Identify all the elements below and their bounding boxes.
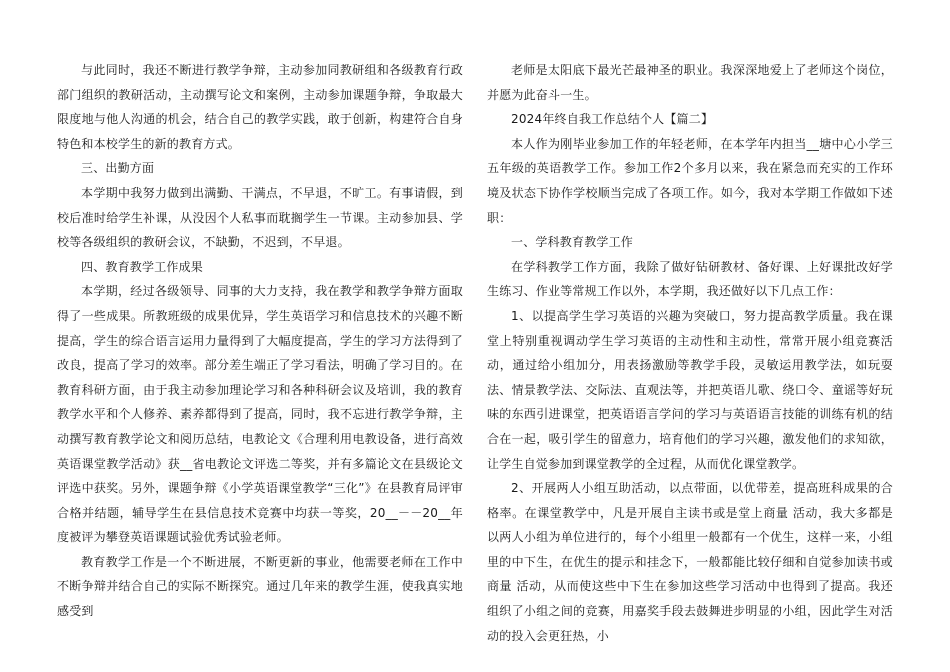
paragraph-achievements: 本学期，经过各级领导、同事的大力支持，我在教学和教学争辩方面取得了一些成果。所教班级的成果优异，学生英语学习和信息技术的兴趣不断提高，学生的综合语言运用力量得到了大幅度提高，学生的学习方法得到了改良，提高了学习的效率。部分差生端正了学习看法，明确了学习目的。在教育科研方面，由于我主动参加理论学习和各种科研会议及培训，我的教育教学水平和个人修养、素养都得到了提高，同时，我不忘进行教学争辩，主动撰写教育教学论文和阅历总结，电教论文《合理利用电教设备，进行高效英语课堂教学活动》获__省电教论文评选二等奖，并有多篇论文在县级论文评选中获奖。另外，课题争辩《小学英语课堂教学“三化”》在县教育局评审合格并结题，辅导学生在县信息技术竞赛中均获一等奖，20__－－20__年度被评为攀登英语课题试验优秀试验老师。 xyxy=(57,284,463,545)
paragraph-item-pair-groups: 2、开展两人小组互助活动，以点带面，以优带差，提高班科成果的合格率。在课堂教学中，凡是开展自主读书或是堂上商量 活动，我大多都是以两人小组为单位进行的，每个小组里一般都有一个优生，这样一来，小组里的中下生，在优生的提示和挂念下，一般都能比较仔细和自觉参加读书或商量 活动，从而使这些中下生在参加这些学习活动中也得到了提高。我还组织了小组之间的竞赛，用嘉奖手段去鼓舞进步明显的小组，因此学生对活动的投入会更狂热，小 xyxy=(487,481,893,643)
section-title-part-two: 2024年终自我工作总结个人【篇二】 xyxy=(511,112,714,127)
heading-subject-teaching: 一、学科教育教学工作 xyxy=(511,235,634,250)
paragraph-attendance: 本学期中我努力做到出满勤、干满点，不早退，不旷工。有事请假，到校后准时给学生补课，从没因个人私事而耽搁学生一节课。主动参加县、学校等各级组织的教研会议，不缺勤，不迟到，不早退。 xyxy=(57,185,463,250)
paragraph-teacher-career: 老师是太阳底下最光芒最神圣的职业。我深深地爱上了老师这个岗位，并愿为此奋斗一生。 xyxy=(487,63,893,102)
left-column xyxy=(57,58,463,624)
paragraph-item-interest: 1、以提高学生学习英语的兴趣为突破口，努力提高教学质量。我在课堂上特别重视调动学生学习英语的主动性和主动性，常常开展小组竞赛活动，通过给小组加分，用表扬激励等教学手段，灵敏运用教学法，如玩耍法、情景教学法、交际法、直观法等，并把英语儿歌、绕口令、童谣等好玩味的东西引进课堂，把英语语言学问的学习与英语语言技能的训练有机的结合在一起，吸引学生的留意力，培育他们的学习兴趣，激发他们的求知欲，让学生自觉参加到课堂教学的全过程，从而优化课堂教学。 xyxy=(487,308,893,471)
right-column xyxy=(487,58,893,648)
paragraph-ongoing-work: 教育教学工作是一个不断进展，不断更新的事业，他需要老师在工作中不断争辩并结合自己的实际不断探究。通过几年来的教学生涯，使我真实地感受到 xyxy=(57,554,463,619)
heading-attendance: 三、出勤方面 xyxy=(81,161,155,176)
heading-achievements: 四、教育教学工作成果 xyxy=(81,259,204,274)
paragraph-introduction: 本人作为刚毕业参加工作的年轻老师，在本学年内担当__塘中心小学三五年级的英语教学工作。参加工作2个多月以来，我在紧急而充实的工作环境及状态下协作学校顺当完成了各项工作。如今，我对本学期工作做如下述职： xyxy=(487,136,893,225)
paragraph-routine-work: 在学科教学工作方面，我除了做好钻研教材、备好课、上好课批改好学生练习、作业等常规工作以外，本学期，我还做好以下几点工作： xyxy=(487,259,893,299)
paragraph-teaching-research: 与此同时，我还不断进行教学争辩，主动参加同教研组和各级教育行政部门组织的教研活动，主动撰写论文和案例，主动参加课题争辩，争取最大限度地与他人沟通的机会，结合自己的教学实践，敢于创新，构建符合自身特色和本校学生的新的教育方式。 xyxy=(57,63,463,151)
